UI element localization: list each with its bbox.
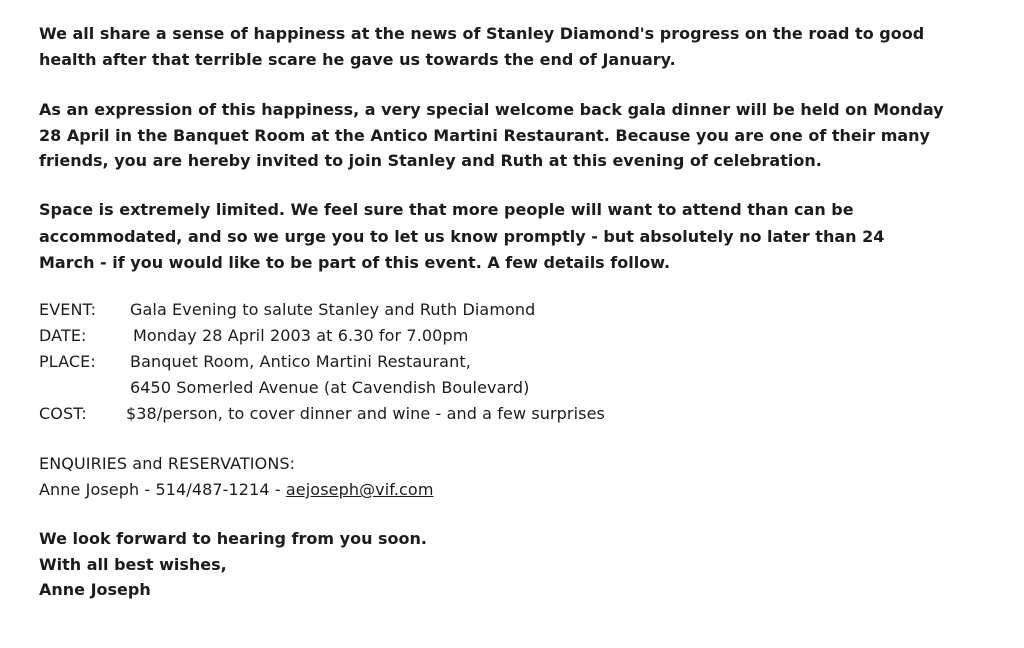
para3-line3: March - if you would like to be part of this event. A few details follow. (39, 253, 671, 272)
cost-value: $38/person, to cover dinner and wine - and a few surprises (126, 404, 605, 423)
para3-line2: accommodated, and so we urge you to let us know promptly - but absolutely no later than 24 (39, 227, 885, 246)
enquiries-contact (39, 480, 434, 499)
para1-line1: We all share a sense of happiness at the news of Stanley Diamond's progress on the road to good (39, 24, 925, 43)
event-value: Gala Evening to salute Stanley and Ruth Diamond (130, 300, 536, 319)
para2-line2: 28 April in the Banquet Room at the Antico Martini Restaurant. Because you are one of their many (39, 126, 930, 145)
email-link[interactable]: aejoseph@vif.com (285, 480, 434, 499)
para1-line2: health after that terrible scare he gave us towards the end of January. (39, 50, 676, 69)
para3-line1: Space is extremely limited. We feel sure that more people will want to attend than can be (39, 200, 854, 219)
contact-text: Anne Joseph - 514/487-1214 - (39, 480, 286, 499)
para2-line3: friends, you are hereby invited to join Stanley and Ruth at this evening of celebration. (39, 151, 822, 170)
closing-line1: We look forward to hearing from you soon. (39, 529, 427, 548)
date-value: Monday 28 April 2003 at 6.30 for 7.00pm (133, 326, 469, 345)
place-label: PLACE: (39, 352, 96, 371)
place-value-1: Banquet Room, Antico Martini Restaurant, (130, 352, 471, 371)
place-value-2: 6450 Somerled Avenue (at Cavendish Boulevard) (130, 378, 530, 397)
cost-label: COST: (39, 404, 87, 423)
event-label: EVENT: (39, 300, 97, 319)
enquiries-heading: ENQUIRIES and RESERVATIONS: (39, 454, 296, 473)
signature-name: Anne Joseph (39, 580, 151, 599)
para2-line1: As an expression of this happiness, a very special welcome back gala dinner will be held on Monday (39, 100, 944, 119)
date-label: DATE: (39, 326, 87, 345)
closing-line2: With all best wishes, (39, 555, 227, 574)
